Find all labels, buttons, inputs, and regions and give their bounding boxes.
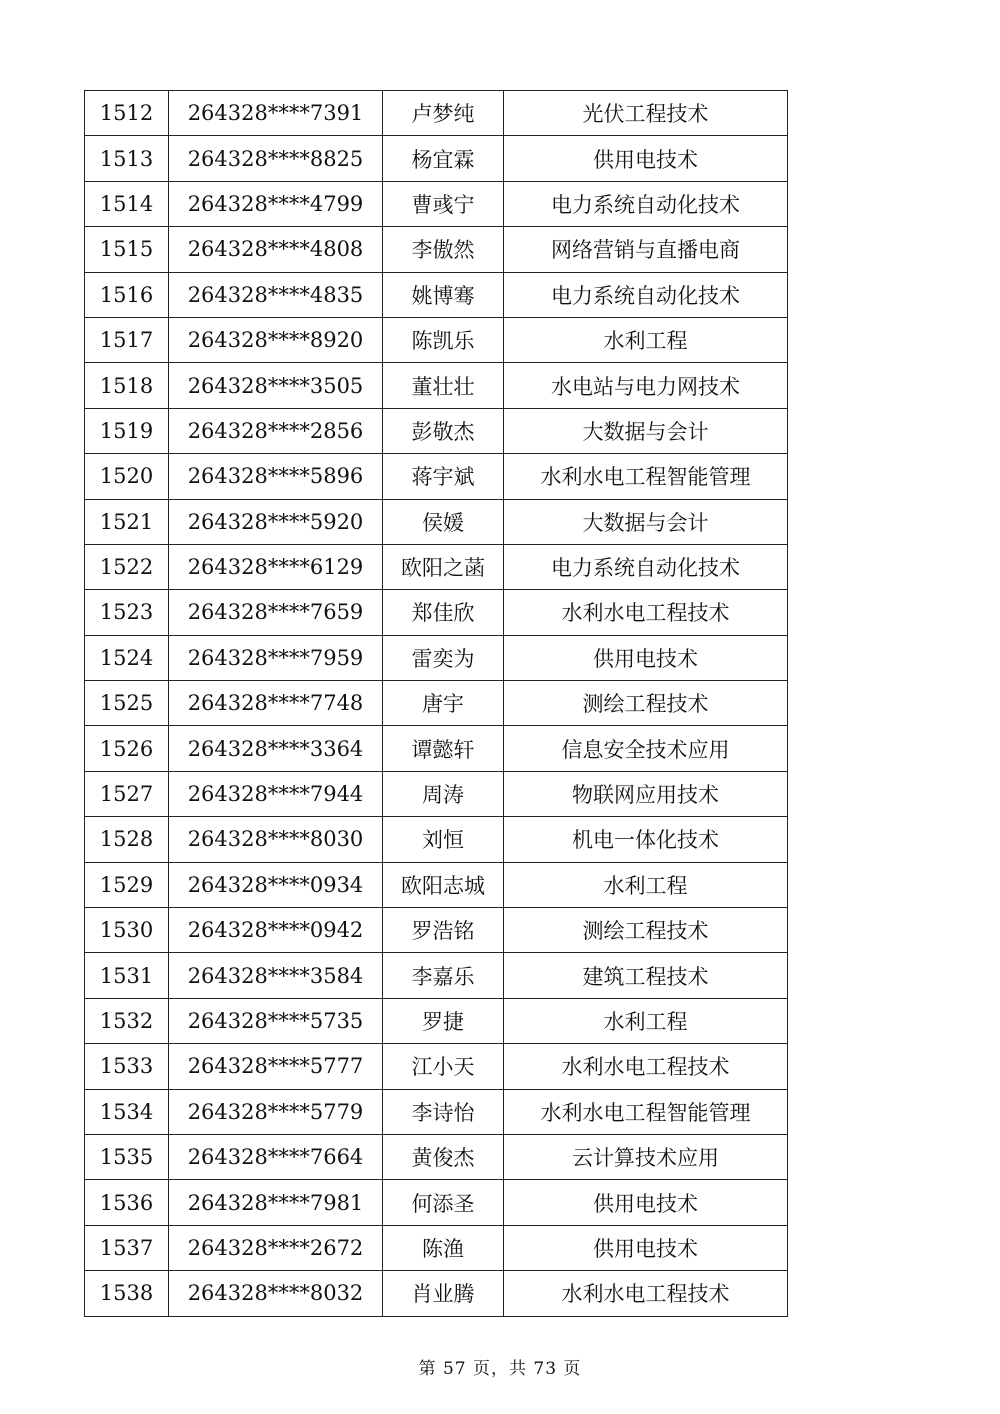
table-row xyxy=(85,862,788,907)
student-name-cell: 何添圣 xyxy=(383,1180,504,1225)
id-number-cell: 264328****5920 xyxy=(169,499,383,544)
id-number-cell: 264328****4835 xyxy=(169,272,383,317)
table-row xyxy=(85,1089,788,1134)
table-row xyxy=(85,635,788,680)
student-name-cell: 陈凯乐 xyxy=(383,317,504,362)
table-row xyxy=(85,953,788,998)
student-name-cell: 江小天 xyxy=(383,1044,504,1089)
major-cell: 水利水电工程智能管理 xyxy=(504,454,788,499)
major-cell: 供用电技术 xyxy=(504,136,788,181)
row-number-cell: 1524 xyxy=(85,635,169,680)
major-cell: 建筑工程技术 xyxy=(504,953,788,998)
table-row xyxy=(85,317,788,362)
student-name-cell: 肖业腾 xyxy=(383,1271,504,1316)
table-row xyxy=(85,1225,788,1270)
id-number-cell: 264328****7659 xyxy=(169,590,383,635)
student-name-cell: 陈渔 xyxy=(383,1225,504,1270)
student-name-cell: 彭敬杰 xyxy=(383,408,504,453)
row-number-cell: 1533 xyxy=(85,1044,169,1089)
table-row xyxy=(85,136,788,181)
id-number-cell: 264328****7959 xyxy=(169,635,383,680)
table-row xyxy=(85,454,788,499)
row-number-cell: 1522 xyxy=(85,544,169,589)
table-row xyxy=(85,1180,788,1225)
row-number-cell: 1513 xyxy=(85,136,169,181)
table-row xyxy=(85,227,788,272)
table-row xyxy=(85,91,788,136)
id-number-cell: 264328****4808 xyxy=(169,227,383,272)
row-number-cell: 1520 xyxy=(85,454,169,499)
major-cell: 供用电技术 xyxy=(504,1180,788,1225)
table-row xyxy=(85,544,788,589)
major-cell: 水利水电工程智能管理 xyxy=(504,1089,788,1134)
row-number-cell: 1536 xyxy=(85,1180,169,1225)
table-row xyxy=(85,998,788,1043)
major-cell: 水电站与电力网技术 xyxy=(504,363,788,408)
table-row xyxy=(85,771,788,816)
major-cell: 电力系统自动化技术 xyxy=(504,544,788,589)
major-cell: 信息安全技术应用 xyxy=(504,726,788,771)
student-name-cell: 郑佳欣 xyxy=(383,590,504,635)
row-number-cell: 1526 xyxy=(85,726,169,771)
major-cell: 网络营销与直播电商 xyxy=(504,227,788,272)
id-number-cell: 264328****2672 xyxy=(169,1225,383,1270)
student-name-cell: 雷奕为 xyxy=(383,635,504,680)
id-number-cell: 264328****7944 xyxy=(169,771,383,816)
student-name-cell: 姚博骞 xyxy=(383,272,504,317)
id-number-cell: 264328****7664 xyxy=(169,1134,383,1179)
student-name-cell: 罗捷 xyxy=(383,998,504,1043)
student-name-cell: 杨宜霖 xyxy=(383,136,504,181)
id-number-cell: 264328****6129 xyxy=(169,544,383,589)
id-number-cell: 264328****5779 xyxy=(169,1089,383,1134)
table-row xyxy=(85,590,788,635)
row-number-cell: 1535 xyxy=(85,1134,169,1179)
student-name-cell: 唐宇 xyxy=(383,681,504,726)
student-name-cell: 欧阳之菡 xyxy=(383,544,504,589)
id-number-cell: 264328****8825 xyxy=(169,136,383,181)
row-number-cell: 1538 xyxy=(85,1271,169,1316)
major-cell: 供用电技术 xyxy=(504,1225,788,1270)
student-name-cell: 李嘉乐 xyxy=(383,953,504,998)
id-number-cell: 264328****3584 xyxy=(169,953,383,998)
id-number-cell: 264328****8920 xyxy=(169,317,383,362)
major-cell: 电力系统自动化技术 xyxy=(504,181,788,226)
id-number-cell: 264328****4799 xyxy=(169,181,383,226)
major-cell: 大数据与会计 xyxy=(504,408,788,453)
row-number-cell: 1528 xyxy=(85,817,169,862)
major-cell: 水利水电工程技术 xyxy=(504,1044,788,1089)
student-name-cell: 谭懿轩 xyxy=(383,726,504,771)
row-number-cell: 1518 xyxy=(85,363,169,408)
table-row xyxy=(85,817,788,862)
row-number-cell: 1537 xyxy=(85,1225,169,1270)
student-name-cell: 李诗怡 xyxy=(383,1089,504,1134)
id-number-cell: 264328****2856 xyxy=(169,408,383,453)
major-cell: 水利工程 xyxy=(504,862,788,907)
table-body xyxy=(85,91,788,1317)
student-name-cell: 罗浩铭 xyxy=(383,908,504,953)
row-number-cell: 1527 xyxy=(85,771,169,816)
id-number-cell: 264328****7981 xyxy=(169,1180,383,1225)
table-row xyxy=(85,363,788,408)
student-name-cell: 黄俊杰 xyxy=(383,1134,504,1179)
student-name-cell: 周涛 xyxy=(383,771,504,816)
major-cell: 电力系统自动化技术 xyxy=(504,272,788,317)
table-row xyxy=(85,1044,788,1089)
student-name-cell: 卢梦纯 xyxy=(383,91,504,136)
major-cell: 测绘工程技术 xyxy=(504,908,788,953)
student-name-cell: 蒋宇斌 xyxy=(383,454,504,499)
id-number-cell: 264328****3364 xyxy=(169,726,383,771)
major-cell: 测绘工程技术 xyxy=(504,681,788,726)
id-number-cell: 264328****5735 xyxy=(169,998,383,1043)
row-number-cell: 1512 xyxy=(85,91,169,136)
row-number-cell: 1521 xyxy=(85,499,169,544)
row-number-cell: 1523 xyxy=(85,590,169,635)
row-number-cell: 1534 xyxy=(85,1089,169,1134)
major-cell: 物联网应用技术 xyxy=(504,771,788,816)
major-cell: 云计算技术应用 xyxy=(504,1134,788,1179)
id-number-cell: 264328****8030 xyxy=(169,817,383,862)
id-number-cell: 264328****0934 xyxy=(169,862,383,907)
major-cell: 机电一体化技术 xyxy=(504,817,788,862)
major-cell: 水利水电工程技术 xyxy=(504,590,788,635)
id-number-cell: 264328****7391 xyxy=(169,91,383,136)
major-cell: 大数据与会计 xyxy=(504,499,788,544)
student-name-cell: 李傲然 xyxy=(383,227,504,272)
major-cell: 供用电技术 xyxy=(504,635,788,680)
student-name-cell: 刘恒 xyxy=(383,817,504,862)
student-name-cell: 曹彧宁 xyxy=(383,181,504,226)
id-number-cell: 264328****7748 xyxy=(169,681,383,726)
student-name-cell: 侯媛 xyxy=(383,499,504,544)
row-number-cell: 1517 xyxy=(85,317,169,362)
row-number-cell: 1532 xyxy=(85,998,169,1043)
student-name-cell: 董壮壮 xyxy=(383,363,504,408)
student-table xyxy=(84,90,788,1317)
table-row xyxy=(85,1271,788,1316)
major-cell: 水利工程 xyxy=(504,317,788,362)
row-number-cell: 1514 xyxy=(85,181,169,226)
major-cell: 水利工程 xyxy=(504,998,788,1043)
table-row xyxy=(85,908,788,953)
id-number-cell: 264328****5777 xyxy=(169,1044,383,1089)
row-number-cell: 1529 xyxy=(85,862,169,907)
table-row xyxy=(85,726,788,771)
major-cell: 水利水电工程技术 xyxy=(504,1271,788,1316)
row-number-cell: 1530 xyxy=(85,908,169,953)
row-number-cell: 1525 xyxy=(85,681,169,726)
major-cell: 光伏工程技术 xyxy=(504,91,788,136)
table-row xyxy=(85,681,788,726)
table-row xyxy=(85,272,788,317)
row-number-cell: 1516 xyxy=(85,272,169,317)
id-number-cell: 264328****3505 xyxy=(169,363,383,408)
id-number-cell: 264328****8032 xyxy=(169,1271,383,1316)
row-number-cell: 1531 xyxy=(85,953,169,998)
table-row xyxy=(85,408,788,453)
student-name-cell: 欧阳志城 xyxy=(383,862,504,907)
table-row xyxy=(85,1134,788,1179)
row-number-cell: 1519 xyxy=(85,408,169,453)
page-footer: 第 57 页，共 73 页 xyxy=(418,1359,582,1379)
id-number-cell: 264328****0942 xyxy=(169,908,383,953)
table-row xyxy=(85,499,788,544)
row-number-cell: 1515 xyxy=(85,227,169,272)
id-number-cell: 264328****5896 xyxy=(169,454,383,499)
table-row xyxy=(85,181,788,226)
